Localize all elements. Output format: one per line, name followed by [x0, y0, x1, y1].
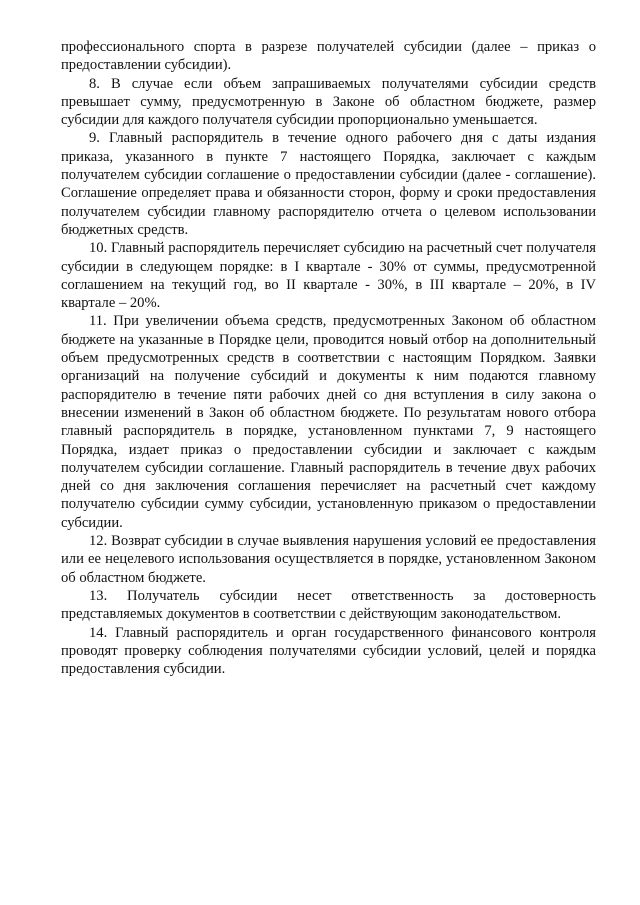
paragraph-13: 13. Получатель субсидии несет ответственность за достоверность представляемых документов в соответствии с действующим законодательством.	[61, 587, 596, 623]
paragraph-8: 8. В случае если объем запрашиваемых получателями субсидии средств превышает сумму, предусмотренную в Законе об областном бюджете, размер субсидии для каждого получателя субсидии пропорционально уменьшается.	[61, 75, 596, 129]
paragraph-14: 14. Главный распорядитель и орган государственного финансового контроля проводят проверку соблюдения получателями субсидии условий, целей и порядка предоставления субсидии.	[61, 624, 596, 678]
paragraph-continuation: профессионального спорта в разрезе получателей субсидии (далее – приказ о предоставлении субсидии).	[61, 39, 596, 74]
paragraph-10: 10. Главный распорядитель перечисляет субсидию на расчетный счет получателя субсидии в следующем порядке: в I квартале - 30% от суммы, предусмотренной соглашением на текущий год, во II квартале - 30%, в III квартале – 20%, в IV квартале – 20%.	[61, 240, 596, 312]
paragraph-12: 12. Возврат субсидии в случае выявления нарушения условий ее предоставления или ее нецелевого использования осуществляется в порядке, установленном Законом об областном бюджете.	[61, 533, 596, 586]
document-page	[61, 38, 596, 678]
paragraph-11: 11. При увеличении объема средств, предусмотренных Законом об областном бюджете на указанные в Порядке цели, проводится новый отбор на дополнительный объем предусмотренных средств в соответствии с настоящим Порядком. Заявки организаций на получение субсидий и документы к ним подаются главному распорядителю в течение пяти рабочих дней со дня вступления в силу закона о внесении изменений в Закон об областном бюджете. По результатам нового отбора главный распорядитель в порядке, установленном пунктами 7, 9 настоящего Порядка, издает приказ о предоставлении субсидии и заключает с каждым получателем субсидии соглашение. Главный распорядитель в течение двух рабочих дней со дня заключения соглашения перечисляет на расчетный счет каждому получателю субсидии сумму субсидии, установленную приказом о предоставлении субсидии.	[61, 313, 596, 531]
paragraph-9: 9. Главный распорядитель в течение одного рабочего дня с даты издания приказа, указанного в пункте 7 настоящего Порядка, заключает с каждым получателем субсидии соглашение о предоставлении субсидии (далее - соглашение). Соглашение определяет права и обязанности сторон, форму и сроки предоставления получателем субсидии главному распорядителю отчета о целевом использовании бюджетных средств.	[61, 130, 596, 238]
